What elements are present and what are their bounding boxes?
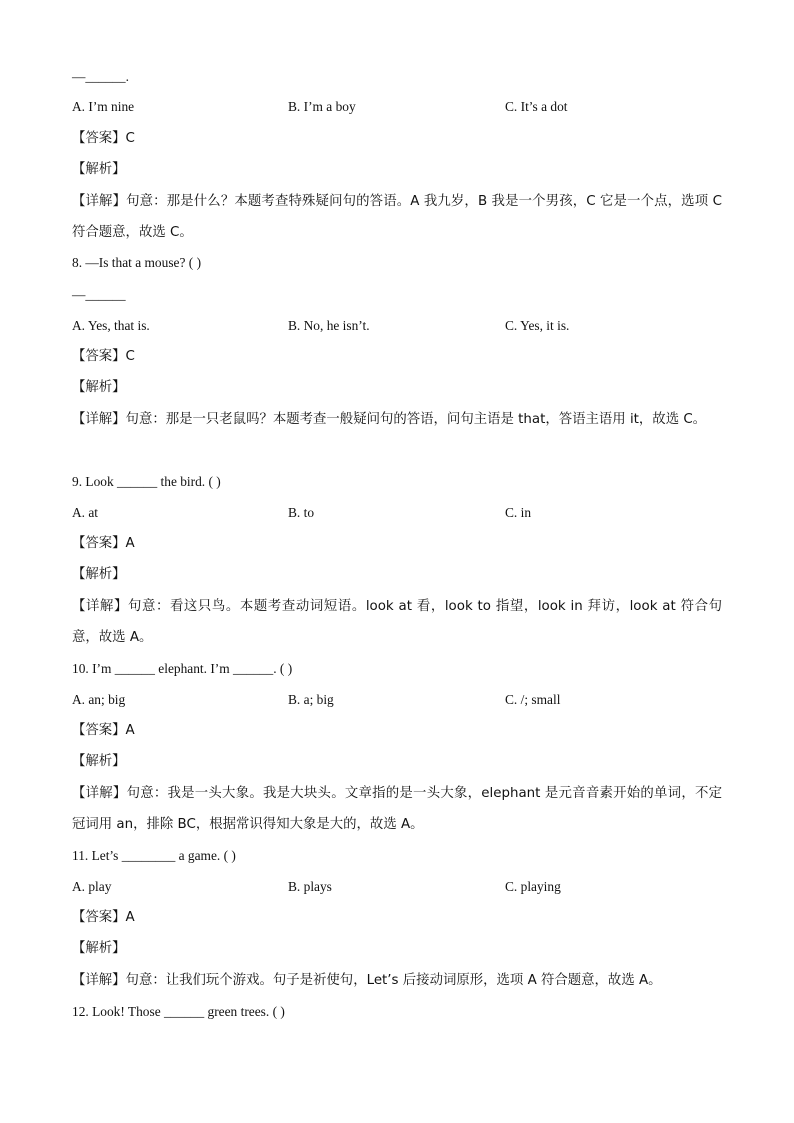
q8-question: 8. —Is that a mouse? ( ) [72,255,202,270]
q9-detail: 【详解】句意：看这只鸟。本题考查动词短语。look at 看，look to 指望，look in 拜访，look at 符合句意，故选 A。 [72,599,722,645]
q10-analysis-heading: 【解析】 [72,754,126,769]
q10-answer: 【答案】A [72,723,135,738]
q8-option-a: A. Yes, that is. [72,318,150,333]
q12-question: 12. Look! Those ______ green trees. ( ) [72,1004,285,1019]
q11-question: 11. Let’s ________ a game. ( ) [72,848,236,863]
q8-detail: 【详解】句意：那是一只老鼠吗？本题考查一般疑问句的答语，问句主语是 that，答语主语用 it，故选 C。 [72,412,707,427]
q7-detail: 【详解】句意：那是什么？本题考查特殊疑问句的答语。A 我九岁，B 我是一个男孩，C 它是一个点，选项 C 符合题意，故选 C。 [72,194,722,240]
q8-answer-blank: —______ [72,287,126,302]
q10-option-c: C. /; small [505,692,561,707]
q7-answer: 【答案】C [72,131,135,146]
q8-option-b: B. No, he isn’t. [288,318,370,333]
q9-analysis-heading: 【解析】 [72,567,126,582]
q9-option-c: C. in [505,505,532,520]
q10-option-a: A. an; big [72,692,126,707]
q11-answer: 【答案】A [72,910,135,925]
q11-option-c: C. playing [505,879,561,894]
q9-answer: 【答案】A [72,536,135,551]
q7-analysis-heading: 【解析】 [72,162,126,177]
q9-question: 9. Look ______ the bird. ( ) [72,474,221,489]
q8-answer: 【答案】C [72,349,135,364]
q8-option-c: C. Yes, it is. [505,318,570,333]
q11-detail: 【详解】句意：让我们玩个游戏。句子是祈使句，Let’s 后接动词原形，选项 A 符合题意，故选 A。 [72,973,662,988]
q7-option-b: B. I’m a boy [288,99,356,114]
q8-analysis-heading: 【解析】 [72,380,126,395]
q9-option-b: B. to [288,505,315,520]
q10-question: 10. I’m ______ elephant. I’m ______. ( ) [72,661,293,676]
q9-option-a: A. at [72,505,99,520]
q11-option-b: B. plays [288,879,332,894]
q11-analysis-heading: 【解析】 [72,941,126,956]
q7-option-c: C. It’s a dot [505,99,568,114]
q7-option-a: A. I’m nine [72,99,135,114]
q11-option-a: A. play [72,879,112,894]
q10-option-b: B. a; big [288,692,334,707]
q10-detail: 【详解】句意：我是一头大象。我是大块头。文章指的是一头大象，elephant 是元音音素开始的单词，不定冠词用 an，排除 BC，根据常识得知大象是大的，故选 A。 [72,786,722,832]
q7-answer-blank: —______. [72,69,129,84]
